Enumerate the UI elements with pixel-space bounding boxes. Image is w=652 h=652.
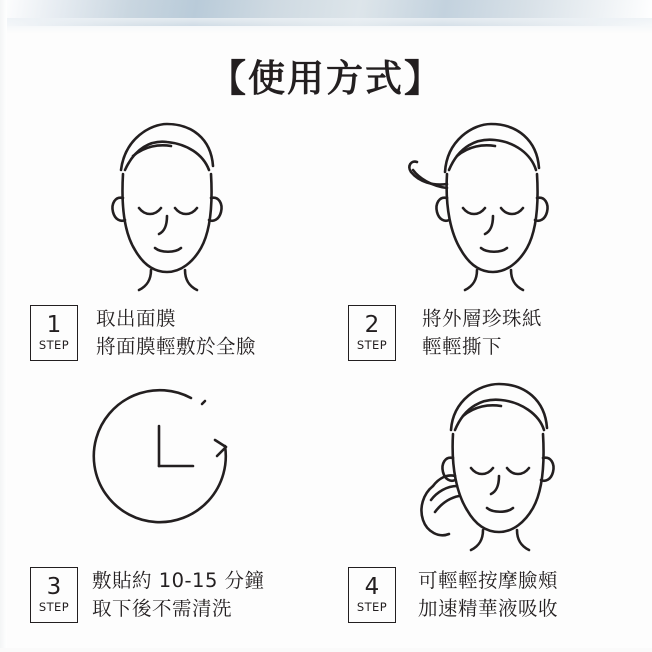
step-3-caption-row bbox=[0, 559, 326, 631]
clock-timer-icon bbox=[63, 374, 263, 554]
step-number-2: 2 bbox=[364, 312, 380, 339]
step-number-4: 4 bbox=[364, 574, 380, 601]
step-4-text bbox=[418, 567, 558, 622]
step-3-illustration bbox=[0, 374, 326, 559]
step-badge-1 bbox=[30, 305, 78, 361]
top-gradient-fade bbox=[0, 18, 652, 34]
step-3-text bbox=[92, 567, 265, 622]
step-1-line2: 將面膜輕敷於全臉 bbox=[96, 335, 257, 358]
step-number-3: 3 bbox=[46, 574, 62, 601]
step-4-illustration bbox=[326, 374, 652, 559]
step-2-line2: 輕輕撕下 bbox=[422, 335, 503, 358]
step-2-illustration bbox=[326, 112, 652, 297]
step-1-caption-row bbox=[0, 297, 326, 369]
step-2-text bbox=[422, 305, 542, 360]
step-cell-4 bbox=[326, 374, 652, 634]
step-word-3: STEP bbox=[38, 600, 70, 615]
steps-grid bbox=[0, 112, 652, 642]
step-3-line1: 敷貼約 10-15 分鐘 bbox=[92, 569, 265, 593]
step-word-4: STEP bbox=[356, 600, 388, 615]
step-word-2: STEP bbox=[356, 338, 388, 353]
bottom-edge-shade bbox=[0, 648, 652, 652]
step-number-1: 1 bbox=[46, 312, 62, 339]
step-cell-3 bbox=[0, 374, 326, 634]
step-badge-2 bbox=[348, 305, 396, 361]
step-2-line1: 將外層珍珠紙 bbox=[422, 307, 543, 331]
step-1-text bbox=[96, 305, 256, 360]
step-badge-4 bbox=[348, 567, 396, 623]
page-title: 【使用方式】 bbox=[209, 57, 443, 100]
face-massage-hand-icon bbox=[389, 374, 589, 554]
step-cell-1 bbox=[0, 112, 326, 372]
step-word-1: STEP bbox=[38, 338, 70, 353]
step-cell-2 bbox=[326, 112, 652, 372]
step-4-caption-row bbox=[326, 559, 652, 631]
face-peeling-mask-icon bbox=[389, 112, 589, 292]
step-4-line2: 加速精華液吸收 bbox=[418, 597, 559, 620]
step-3-line2: 取下後不需清洗 bbox=[92, 597, 233, 620]
face-eyes-closed-icon bbox=[63, 112, 263, 292]
step-1-illustration bbox=[0, 112, 326, 297]
step-badge-3 bbox=[30, 567, 78, 623]
step-4-line1: 可輕輕按摩臉頰 bbox=[418, 569, 559, 593]
step-1-line1: 取出面膜 bbox=[96, 307, 177, 331]
step-2-caption-row bbox=[326, 297, 652, 369]
